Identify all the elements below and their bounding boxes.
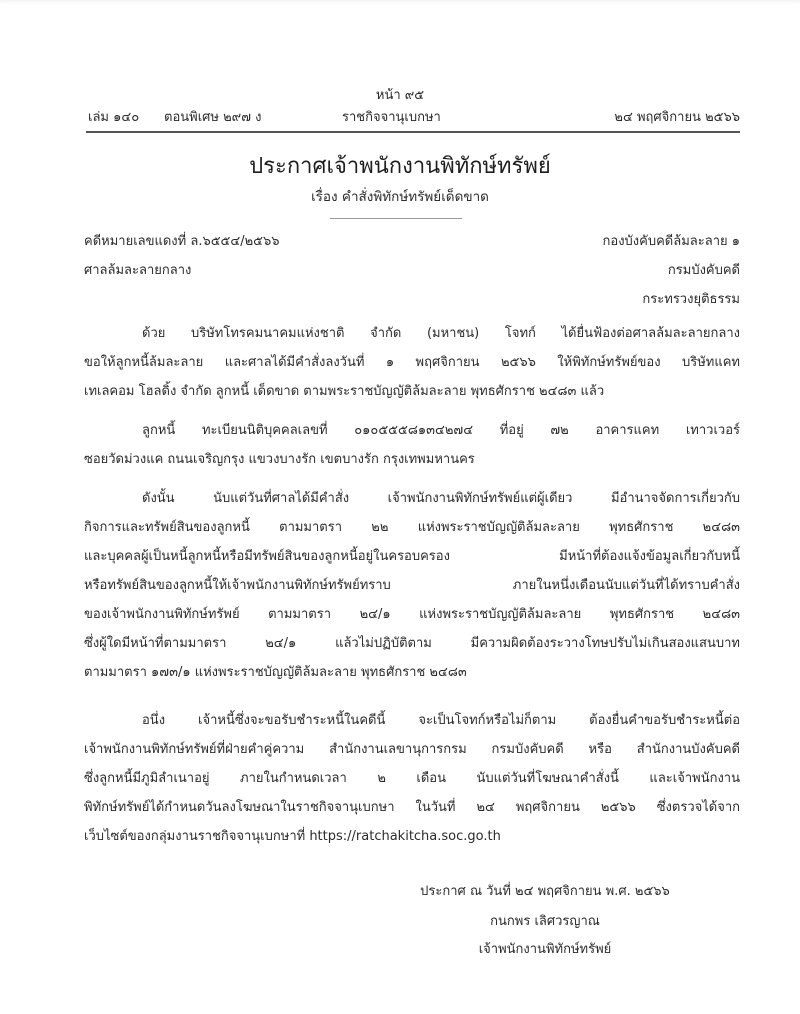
paragraph-line: เจ้าพนักงานพิทักษ์ทรัพย์ที่ฝ่ายคำคู่ความ สำนักงานเลขานุการกรม กรมบังคับคดี หรือ สำนักงานบังคับคดี	[84, 742, 740, 757]
signatory-name: กนกพร เลิศวรญาณ	[490, 914, 600, 929]
paragraph-debtor-info	[84, 416, 740, 474]
volume-label: เล่ม ๑๔๐	[88, 110, 140, 125]
paragraph-line: เว็บไซต์ของกลุ่มงานราชกิจจานุเบกษาที่ https://ratchakitcha.soc.go.th	[84, 829, 501, 844]
department-name: กรมบังคับคดี	[667, 263, 740, 278]
page-number: หน้า ๙๕	[375, 88, 425, 103]
header-divider	[86, 131, 740, 133]
division-name: กองบังคับคดีล้มละลาย ๑	[602, 234, 740, 249]
gazette-name: ราชกิจจานุเบกษา	[342, 110, 441, 125]
publication-date: ๒๔ พฤศจิกายน ๒๕๖๖	[614, 110, 740, 125]
ministry-name: กระทรวงยุติธรรม	[642, 292, 740, 307]
signatory-position: เจ้าพนักงานพิทักษ์ทรัพย์	[478, 942, 612, 957]
paragraph-line: ลูกหนี้ ทะเบียนนิติบุคคลเลขที่ ๐๑๐๕๕๕๘๑๓๔๒๗๔ ที่อยู่ ๗๒ อาคารแคท เทาวเวอร์	[142, 423, 740, 438]
paragraph-line: ซึ่งลูกหนี้มีภูมิลำเนาอยู่ ภายในกำหนดเวลา ๒ เดือน นับแต่วันที่โฆษณาคำสั่งนี้ และเจ้าพนักงาน	[84, 771, 740, 786]
announcement-date: ประกาศ ณ วันที่ ๒๔ พฤศจิกายน พ.ศ. ๒๕๖๖	[420, 884, 670, 899]
paragraph-line: กิจการและทรัพย์สินของลูกหนี้ ตามมาตรา ๒๒ แห่งพระราชบัญญัติล้มละลาย พุทธศักราช ๒๔๘๓	[84, 520, 740, 535]
paragraph-line: ดังนั้น นับแต่วันที่ศาลได้มีคำสั่ง เจ้าพนักงานพิทักษ์ทรัพย์แต่ผู้เดียว มีอำนาจจัดการเกี่ยวกับ	[142, 491, 740, 506]
paragraph-line: อนึ่ง เจ้าหนี้ซึ่งจะขอรับชำระหนี้ในคดีนี้ จะเป็นโจทก์หรือไม่ก็ตาม ต้องยื่นคำขอรับชำระหนี้ต่อ	[142, 713, 740, 728]
title-divider	[330, 218, 462, 219]
paragraph-line: ด้วย บริษัทโทรคมนาคมแห่งชาติ จำกัด (มหาชน) โจทก์ ได้ยื่นฟ้องต่อศาลล้มละลายกลาง	[142, 326, 740, 341]
paragraph-line: หรือทรัพย์สินของลูกหนี้ให้เจ้าพนักงานพิทักษ์ทรัพย์ทราบ ภายในหนึ่งเดือนนับแต่วันที่ได้ทราบคำสั่ง	[84, 578, 740, 593]
paragraph-creditor-claims	[84, 706, 740, 851]
paragraph-line: ซอยวัดม่วงแค ถนนเจริญกรุง แขวงบางรัก เขตบางรัก กรุงเทพมหานคร	[84, 452, 475, 467]
paragraph-line: และบุคคลผู้เป็นหนี้ลูกหนี้หรือมีทรัพย์สินของลูกหนี้อยู่ในครอบครอง มีหน้าที่ต้องแจ้งข้อมูลเกี่ยวกับหนี้	[84, 549, 740, 564]
paragraph-line: ตามมาตรา ๑๗๓/๑ แห่งพระราชบัญญัติล้มละลาย พุทธศักราช ๒๔๘๓	[84, 665, 467, 680]
paragraph-petition	[84, 319, 740, 406]
paragraph-line: พิทักษ์ทรัพย์ได้กำหนดวันลงโฆษณาในราชกิจจานุเบกษา ในวันที่ ๒๔ พฤศจิกายน ๒๕๖๖ ซึ่งตรวจได้จาก	[84, 800, 740, 815]
case-number: คดีหมายเลขแดงที่ ล.๖๕๕๔/๒๕๖๖	[84, 234, 280, 249]
paragraph-line: เทเลคอม โฮลดิ้ง จำกัด ลูกหนี้ เด็ดขาด ตามพระราชบัญญัติล้มละลาย พุทธศักราช ๒๔๘๓ แล้ว	[84, 384, 605, 399]
announcement-title: ประกาศเจ้าพนักงานพิทักษ์ทรัพย์	[249, 154, 551, 179]
paragraph-line: ของเจ้าพนักงานพิทักษ์ทรัพย์ ตามมาตรา ๒๔/๑ แห่งพระราชบัญญัติล้มละลาย พุทธศักราช ๒๔๘๓	[84, 607, 740, 622]
court-name: ศาลล้มละลายกลาง	[84, 263, 192, 278]
issue-label: ตอนพิเศษ ๒๙๗ ง	[164, 110, 262, 125]
announcement-subject: เรื่อง คำสั่งพิทักษ์ทรัพย์เด็ดขาด	[311, 189, 489, 205]
paragraph-line: ขอให้ลูกหนี้ล้มละลาย และศาลได้มีคำสั่งลงวันที่ ๑ พฤศจิกายน ๒๕๖๖ ให้พิทักษ์ทรัพย์ของ บริษัทแคท	[84, 355, 740, 370]
paragraph-line: ซึ่งผู้ใดมีหน้าที่ตามมาตรา ๒๔/๑ แล้วไม่ปฏิบัติตาม มีความผิดต้องระวางโทษปรับไม่เกินสองแสนบาท	[84, 636, 740, 651]
paragraph-receiver-authority	[84, 484, 740, 687]
